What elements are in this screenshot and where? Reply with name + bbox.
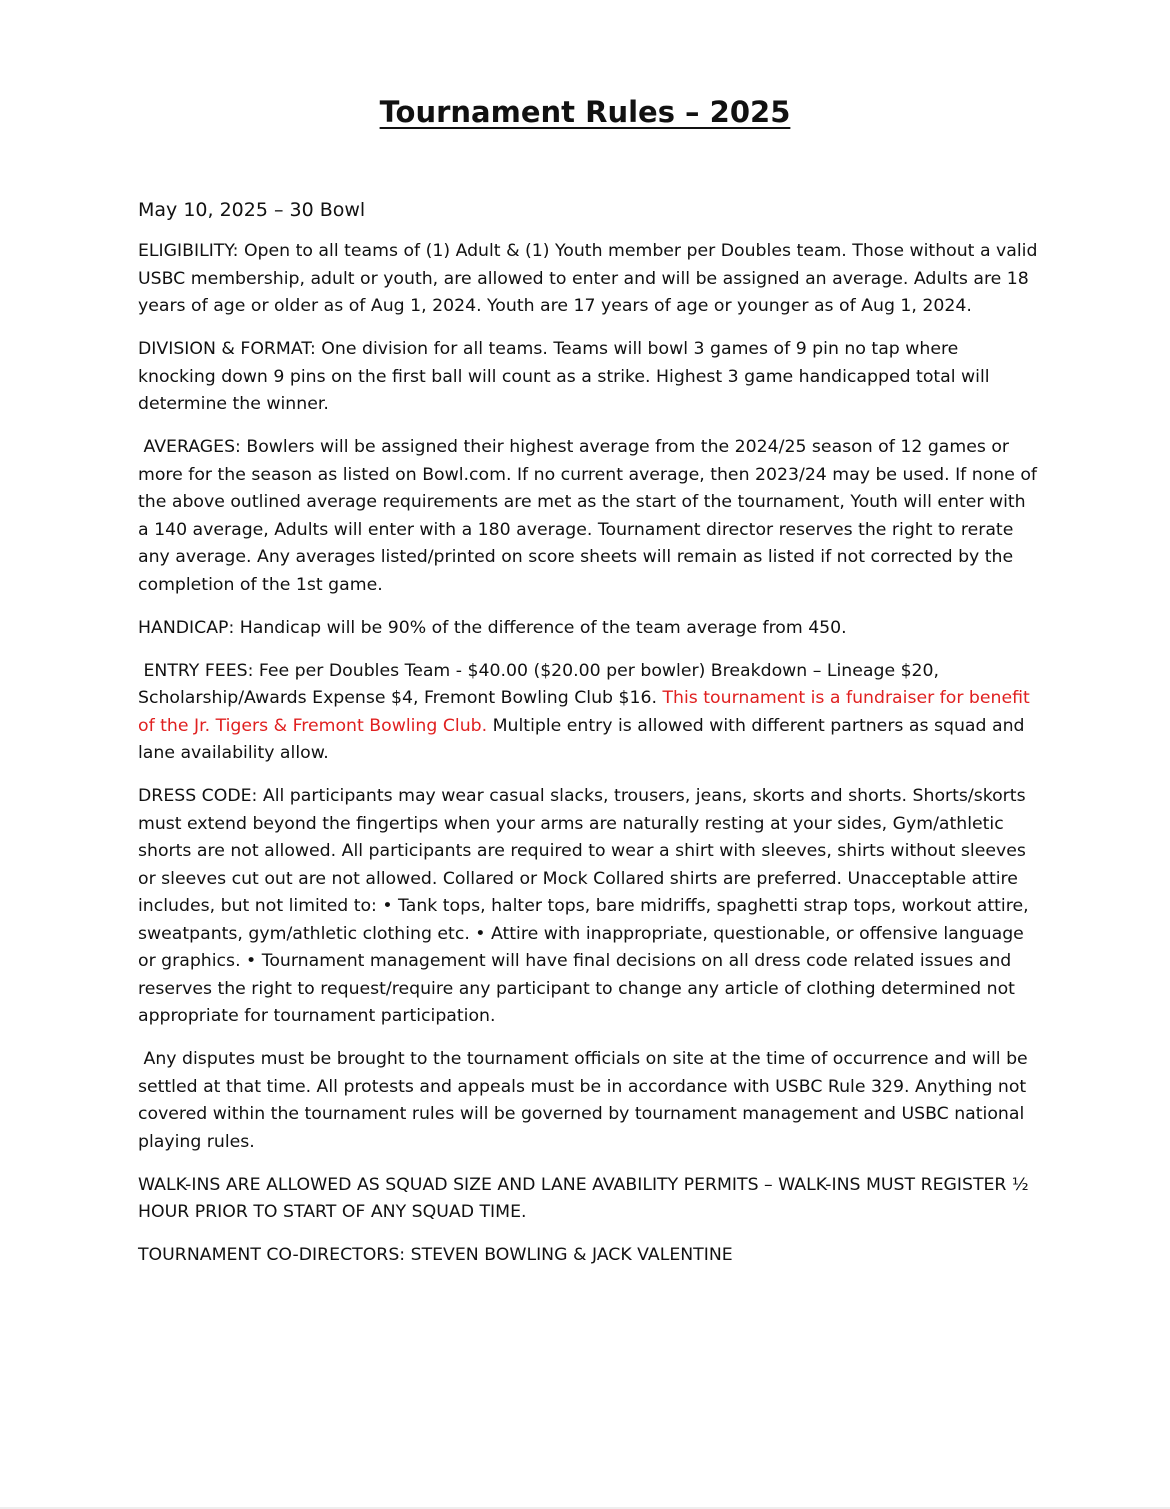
co-directors-paragraph: TOURNAMENT CO-DIRECTORS: STEVEN BOWLING & JACK VALENTINE [138, 1245, 733, 1265]
document-body [138, 196, 1038, 1285]
entry-fees-paragraph [138, 658, 1038, 768]
date-line: May 10, 2025 – 30 Bowl [138, 199, 366, 221]
dress-code-paragraph: DRESS CODE: All participants may wear casual slacks, trousers, jeans, skorts and shorts. Shorts/skorts must extend beyond the fingertips when your arms are naturally resting at your sides, Gym/athletic shorts are not allowed. All participants are required to wear a shirt with sleeves, shirts without sleeves or sleeves cut out are not allowed. Collared or Mock Collared shirts are preferred. Unacceptable attire includes, but not limited to: • Tank tops, halter tops, bare midriffs, spaghetti strap tops, workout attire, sweatpants, gym/athletic clothing etc. • Attire with inappropriate, questionable, or offensive language or graphics. • Tournament management will have final decisions on all dress code related issues and reserves the right to request/require any participant to change any article of clothing determined not appropriate for tournament participation. [138, 786, 1029, 1026]
entry-fees-text-continued: Multiple entry is allowed with different partners as squad and lane availability allow. [138, 715, 1025, 763]
walk-ins-paragraph: WALK-INS ARE ALLOWED AS SQUAD SIZE AND LANE AVABILITY PERMITS – WALK-INS MUST REGISTER ½ HOUR PRIOR TO START OF ANY SQUAD TIME. [138, 1174, 1029, 1222]
averages-paragraph: AVERAGES: Bowlers will be assigned their highest average from the 2024/25 season of 12 games or more for the season as listed on Bowl.com. If no current average, then 2023/24 may be used. If none of the above outlined average requirements are met as the start of the tournament, Youth will enter with a 140 average, Adults will enter with a 180 average. Tournament director reserves the right to rerate any average. Any averages listed/printed on score sheets will remain as listed if not corrected by the completion of the 1st game. [138, 437, 1038, 595]
fundraiser-highlight: This tournament is a fundraiser for benefit of the Jr. Tigers & Fremont Bowling Club. [138, 688, 1030, 736]
division-format-paragraph: DIVISION & FORMAT: One division for all teams. Teams will bowl 3 games of 9 pin no tap where knocking down 9 pins on the first ball will count as a strike. Highest 3 game handicapped total will determine the winner. [138, 339, 990, 414]
handicap-paragraph: HANDICAP: Handicap will be 90% of the difference of the team average from 450. [138, 617, 847, 638]
eligibility-paragraph: ELIGIBILITY: Open to all teams of (1) Adult & (1) Youth member per Doubles team. Those without a valid USBC membership, adult or youth, are allowed to enter and will be assigned an average. Adults are 18 years of age or older as of Aug 1, 2024. Youth are 17 years of age or younger as of Aug 1, 2024. [138, 241, 1038, 316]
disputes-paragraph: Any disputes must be brought to the tournament officials on site at the time of occurrence and will be settled at that time. All protests and appeals must be in accordance with USBC Rule 329. Anything not covered within the tournament rules will be governed by tournament management and USBC national playing rules. [138, 1049, 1028, 1152]
page-title: Tournament Rules – 2025 [379, 95, 791, 129]
entry-fees-text: ENTRY FEES: Fee per Doubles Team - $40.00 ($20.00 per bowler) Breakdown – Lineage $20, Scholarship/Awards Expense $4, Fremont Bowling Club $16. [138, 660, 940, 708]
